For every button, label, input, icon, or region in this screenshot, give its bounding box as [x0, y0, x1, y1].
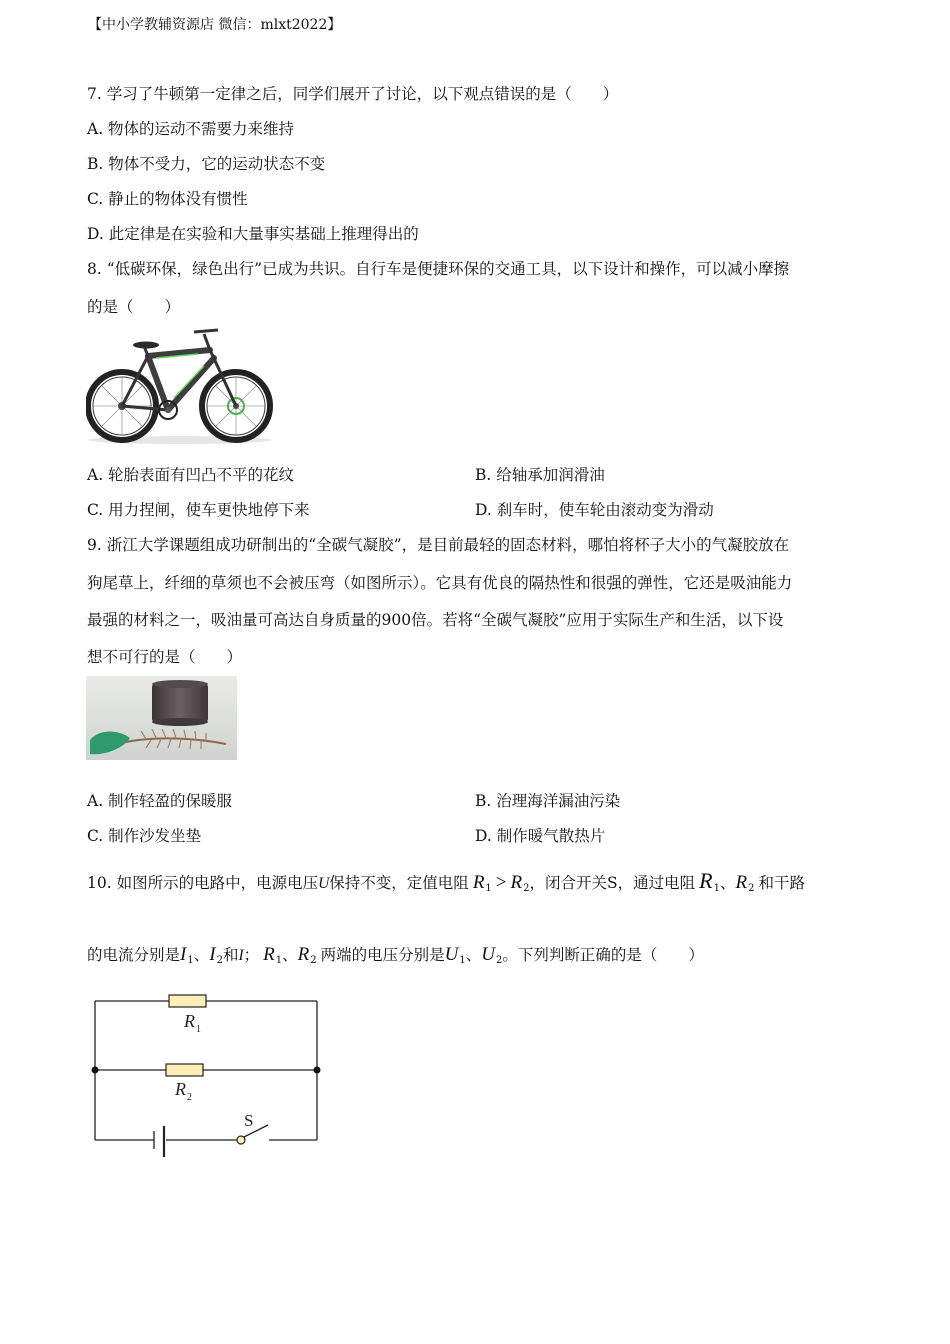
q10-stem-line1: 10. 如图所示的电路中，电源电压U保持不变，定值电阻 $R_1 > R_2$，闭合开关S，通过电阻 $R_1$、$R_2$ 和干路 [87, 868, 805, 894]
resistor-r2 [166, 1064, 203, 1076]
circuit-diagram [86, 985, 326, 1165]
junction-right [314, 1067, 321, 1074]
q9-option-a: A. 制作轻盈的保暖服 [87, 792, 233, 810]
q9-option-c: C. 制作沙发坐垫 [87, 827, 202, 845]
q8-option-a: A. 轮胎表面有凹凸不平的花纹 [87, 466, 295, 484]
q7-option-b: B. 物体不受力，它的运动状态不变 [87, 155, 326, 173]
aerogel-image [86, 676, 237, 760]
r2-label: R [175, 1079, 186, 1099]
switch-contact [237, 1136, 245, 1144]
q8-option-c: C. 用力捏闸，使车更快地停下来 [87, 501, 310, 519]
q7-option-d: D. 此定律是在实验和大量事实基础上推理得出的 [87, 225, 419, 243]
q9-stem-line3: 最强的材料之一，吸油量可高达自身质量的900倍。若将“全碳气凝胶”应用于实际生产和生活，以下设 [87, 611, 784, 629]
q8-stem-line2: 的是（ ） [87, 298, 181, 316]
resistor-r1 [169, 995, 206, 1007]
q10-stem-line2: 的电流分别是$I_1$、$I_2$和I； $R_1$、$R_2$ 两端的电压分别是$U_1$、$U_2$。下列判断正确的是（ ） [87, 944, 704, 966]
r2-subscript: 2 [187, 1092, 192, 1103]
r1-subscript: 1 [196, 1024, 201, 1035]
q9-stem-line4: 想不可行的是（ ） [87, 648, 243, 666]
q9-stem-line2: 狗尾草上，纤细的草须也不会被压弯（如图所示）。它具有优良的隔热性和很强的弹性，它还是吸油能力 [87, 574, 793, 592]
q7-option-a: A. 物体的运动不需要力来维持 [87, 120, 295, 138]
q9-option-b: B. 治理海洋漏油污染 [475, 792, 621, 810]
bicycle-image [86, 326, 274, 444]
q8-option-b: B. 给轴承加润滑油 [475, 466, 605, 484]
source-header: 【中小学教辅资源店 微信：mlxt2022】 [88, 17, 342, 33]
switch-label: S [244, 1111, 254, 1130]
junction-left [92, 1067, 99, 1074]
q9-option-d: D. 制作暖气散热片 [475, 827, 606, 845]
q7-option-c: C. 静止的物体没有惯性 [87, 190, 248, 208]
r1-label: R [184, 1011, 195, 1031]
q8-option-d: D. 刹车时，使车轮由滚动变为滑动 [475, 501, 714, 519]
q9-stem-line1: 9. 浙江大学课题组成功研制出的“全碳气凝胶”，是目前最轻的固态材料，哪怕将杯子大小的气凝胶放在 [87, 536, 790, 554]
q7-stem: 7. 学习了牛顿第一定律之后，同学们展开了讨论，以下观点错误的是（ ） [87, 85, 619, 103]
q8-stem-line1: 8. “低碳环保，绿色出行”已成为共识。自行车是便捷环保的交通工具，以下设计和操作，可以减小摩擦 [87, 260, 790, 278]
